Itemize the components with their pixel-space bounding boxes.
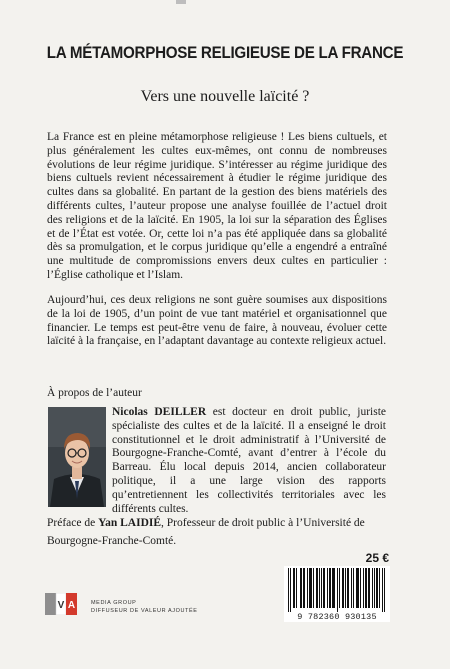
barcode-bar	[304, 568, 305, 608]
about-author-heading: À propos de l’auteur	[47, 387, 142, 399]
barcode-bar	[307, 568, 308, 608]
barcode-bar	[372, 568, 373, 608]
barcode-digits: 9 782360 930135	[297, 612, 377, 622]
author-bio-text: est docteur en droit public, juriste spécialiste des cultes et de la laïcité. Il a enseigné le droit constitutionnel et le droit administratif à l’Université de Bourgogne-Franche-Comté, avant d’entrer à l’école du Barreau. Élu local depuis 2014, ancien collaborateur politique, il a une large vision des rapports qu’entretiennent les collectivités territoriales avec les différents cultes.	[112, 406, 386, 515]
barcode-bar	[317, 568, 318, 608]
barcode-bar	[327, 568, 328, 608]
barcode-bar	[356, 568, 357, 608]
barcode-bar	[351, 568, 352, 608]
barcode-bar	[321, 568, 322, 608]
barcode-bar	[313, 568, 314, 608]
barcode-bar	[363, 568, 364, 608]
barcode-bar	[376, 568, 377, 608]
preface-author-name: Yan LAIDIÉ	[98, 517, 162, 529]
barcode-bar	[379, 568, 380, 608]
barcode-bar	[296, 568, 297, 608]
barcode-bar	[311, 568, 312, 608]
barcode-bar	[333, 568, 334, 608]
barcode-bar	[288, 568, 289, 612]
page-edge-mark	[176, 0, 186, 4]
barcode-bar	[319, 568, 320, 608]
barcode-bar	[293, 568, 294, 608]
barcode-bar	[377, 568, 378, 608]
author-bio	[112, 406, 386, 516]
barcode-bar	[310, 568, 311, 608]
barcode-bar	[300, 568, 301, 608]
preface-suffix: , Professeur de droit public à l’Université de Bourgogne-Franche-Comté.	[47, 517, 365, 547]
blurb-paragraph-1: La France est en pleine métamorphose religieuse ! Les biens cultuels, et plus généralement les cultes eux-mêmes, ont connu de nombreuses évolutions de leur régime juridique. S’intéresser au régime juridique des biens cultuels revient nécessairement à étudier le régime juridique des cultes dans sa globalité. En partant de la gestion des biens matériels des différents cultes, l’auteur propose une analyse fouillée de l’actuel droit des religions et de la laïcité. En 1905, la loi sur la séparation des Églises et de l’État est votée. Or, cette loi n’a pas été appliquée dans sa globalité dès sa promulgation, et le corpus juridique qu’elle a engendré a entraîné une multitude de compromissions envers deux cultes en particulier : l’Église catholique et l’Islam.	[47, 131, 387, 281]
barcode-bar	[337, 568, 338, 612]
logo-letter-a: A	[67, 600, 76, 611]
barcode-bar	[347, 568, 348, 608]
barcode-bar	[324, 568, 325, 608]
barcode-bar	[369, 568, 370, 608]
preface-line	[47, 514, 397, 550]
publisher-logo	[45, 593, 85, 615]
barcode-bar	[358, 568, 359, 608]
barcode-bar	[374, 568, 375, 608]
barcode-bar	[382, 568, 383, 612]
barcode-bar	[329, 568, 330, 608]
price-label: 25 €	[365, 551, 389, 565]
barcode-bar	[384, 568, 385, 612]
preface-prefix: Préface de	[47, 517, 99, 529]
barcode-bar	[348, 568, 349, 608]
barcode-bar	[365, 568, 366, 608]
barcode-bar	[357, 568, 358, 608]
barcode-bar	[316, 568, 317, 608]
publisher-text	[91, 599, 198, 615]
author-photo	[48, 407, 106, 507]
barcode-bar	[309, 568, 310, 608]
book-subtitle: Vers une nouvelle laïcité ?	[140, 88, 310, 105]
barcode-bar	[343, 568, 344, 608]
publisher-line-1: MEDIA GROUP	[91, 600, 137, 606]
publisher-line-2: DIFFUSEUR DE VALEUR AJOUTÉE	[91, 608, 198, 614]
logo-letter-v: V	[57, 600, 65, 611]
barcode-bar	[332, 568, 333, 608]
barcode-bar	[334, 568, 335, 608]
barcode-bar	[294, 568, 295, 608]
blurb-paragraph-2: Aujourd’hui, ces deux religions ne sont guère soumises aux dispositions de la loi de 1905, d’un point de vue tant matériel et organisationnel que financier. Le temps est peut-être venu de faire, à nouveau, évoluer cette laïcité à la française, en l’adaptant davantage au contexte religieux actuel.	[47, 294, 387, 348]
barcode-bar	[303, 568, 304, 608]
barcode-bar	[360, 568, 361, 608]
barcode-bar	[353, 568, 354, 608]
barcode-bar	[339, 568, 340, 608]
barcode-bar	[330, 568, 331, 608]
author-name: Nicolas DEILLER	[112, 406, 207, 418]
book-title: LA MÉTAMORPHOSE RELIGIEUSE DE LA FRANCE	[46, 44, 404, 62]
barcode-bar	[345, 568, 346, 608]
barcode-bar	[323, 568, 324, 608]
barcode-bar	[342, 568, 343, 608]
barcode-bar	[301, 568, 302, 608]
barcode-bar	[290, 568, 291, 612]
barcode-bar	[366, 568, 367, 608]
barcode-bar	[368, 568, 369, 608]
